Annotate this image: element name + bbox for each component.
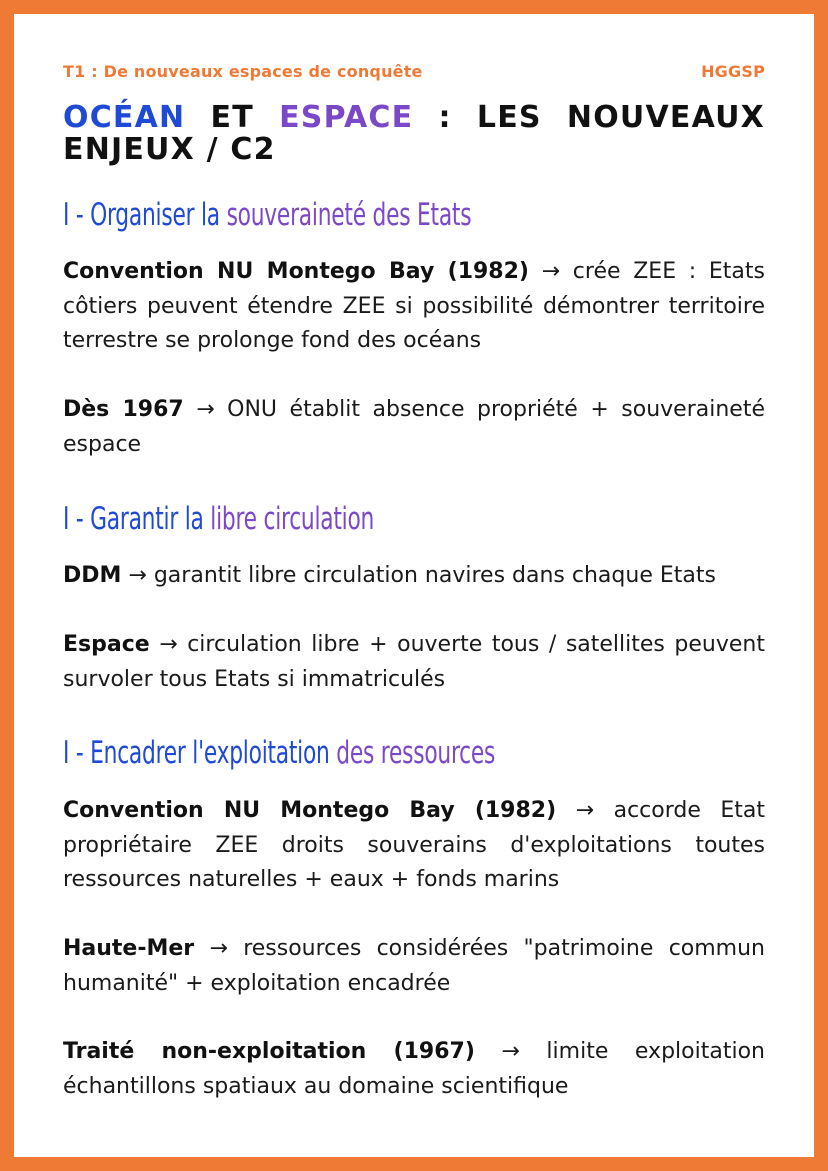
paragraph [63,794,765,898]
paragraph [63,932,765,1001]
paragraph-text: → accorde Etat propriétaire ZEE droits souverains d'exploitations toutes ressources naturelles + eaux + fonds marins [63,798,765,892]
paragraph-text: → garantit libre circulation navires dans chaque Etats [121,563,716,588]
paragraph-keyword: DDM [63,563,122,588]
paragraph [63,1035,765,1104]
paragraph-keyword: Haute-Mer [63,936,195,961]
paragraph-keyword: Espace [63,632,150,657]
header-bar [63,62,765,81]
paragraph-text: → circulation libre + ouverte tous / satellites peuvent survoler tous Etats si immatriculés [63,632,765,692]
paragraph [63,559,765,594]
document-page [14,14,814,1157]
section-heading-2-part1: I - Garantir la [63,501,211,537]
title-et: ET [185,100,280,135]
paragraph-keyword: Convention NU Montego Bay (1982) [63,798,557,823]
paragraph-keyword: Dès 1967 [63,397,184,422]
title-espace: ESPACE [279,100,414,135]
paragraph-text: → ressources considérées "patrimoine commun humanité" + exploitation encadrée [63,936,765,996]
section-heading-2-part2: libre circulation [210,501,375,537]
paragraph-text: → crée ZEE : Etats côtiers peuvent étendre ZEE si possibilité démontrer territoire terrestre se prolonge fond des océans [63,259,765,353]
section-heading-1-part1: I - Organiser la [63,197,227,233]
paragraph-keyword: Traité non-exploitation (1967) [63,1039,475,1064]
paragraph-text: → ONU établit absence propriété + souveraineté espace [63,397,765,457]
chapter-label: T1 : De nouveaux espaces de conquête [63,62,423,81]
paragraph [63,628,765,697]
section-heading-3-part2: des ressources [336,735,496,771]
section-heading-1-part2: souveraineté des Etats [226,197,472,233]
section-heading-3 [63,735,495,771]
title-ocean: OCÉAN [63,100,186,135]
paragraph [63,255,765,359]
section-heading-1 [63,197,471,233]
paragraph [63,393,765,462]
page-title [63,102,765,166]
section-heading-2 [63,501,374,537]
subject-label: HGGSP [701,62,765,81]
paragraph-keyword: Convention NU Montego Bay (1982) [63,259,529,284]
paragraph-text: → limite exploitation échantillons spatiaux au domaine scientifique [63,1039,765,1099]
title-rest: : LES NOUVEAUX ENJEUX / C2 [63,100,765,167]
section-heading-3-part1: I - Encadrer l'exploitation [63,735,337,771]
